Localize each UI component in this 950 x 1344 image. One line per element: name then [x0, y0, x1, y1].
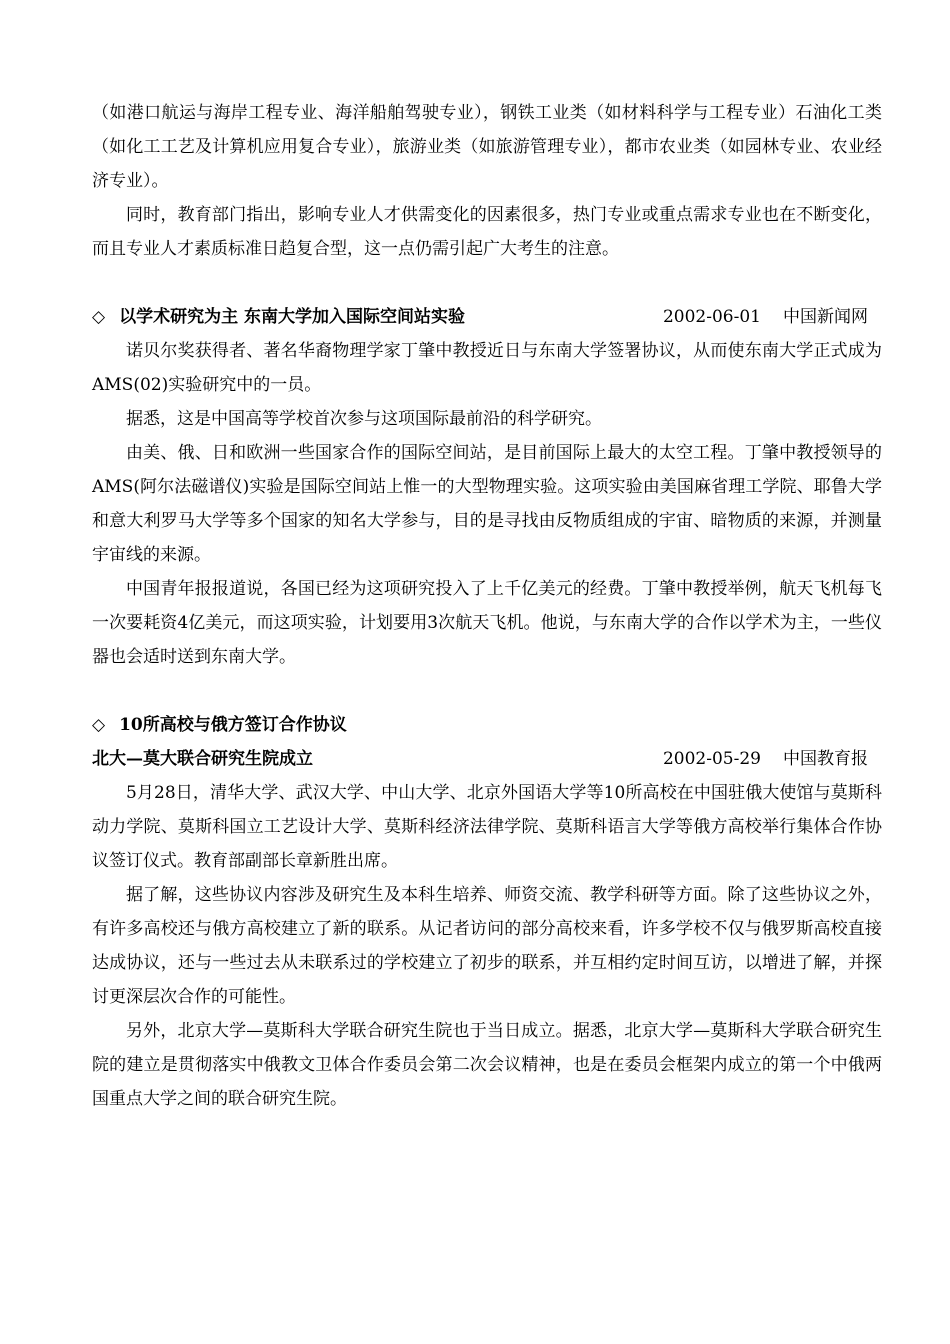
article1-title-wrap: [92, 300, 465, 334]
intro-paragraph-1: （如港口航运与海岸工程专业、海洋船舶驾驶专业），钢铁工业类（如材料科学与工程专业）石油化工类（如化工工艺及计算机应用复合专业），旅游业类（如旅游管理专业），都市农业类（如园林专业、农业经济专业）。: [92, 103, 882, 191]
section-spacer: [92, 674, 882, 708]
article1-paragraph-4: 中国青年报报道说，各国已经为这项研究投入了上千亿美元的经费。丁肇中教授举例，航天飞机每飞一次要耗资4亿美元，而这项实验，计划要用3次航天飞机。他说，与东南大学的合作以学术为主，一些仪器也会适时送到东南大学。: [92, 579, 882, 667]
article2-headline: [92, 708, 882, 742]
intro-paragraph-2: 同时，教育部门指出，影响专业人才供需变化的因素很多，热门专业或重点需求专业也在不断变化，而且专业人才素质标准日趋复合型，这一点仍需引起广大考生的注意。: [92, 205, 882, 259]
article1-source: 中国新闻网: [783, 307, 868, 327]
article2-paragraph-3: 另外，北京大学—莫斯科大学联合研究生院也于当日成立。据悉，北京大学—莫斯科大学联合研究生院的建立是贯彻落实中俄教文卫体合作委员会第二次会议精神，也是在委员会框架内成立的第一个中俄两国重点大学之间的联合研究生院。: [92, 1021, 882, 1109]
diamond-bullet-icon: ◇: [92, 715, 106, 735]
article2-date: 2002-05-29: [662, 749, 761, 769]
document-page: [92, 96, 882, 1116]
article2-paragraph-2: 据了解，这些协议内容涉及研究生及本科生培养、师资交流、教学科研等方面。除了这些协议之外，有许多高校还与俄方高校建立了新的联系。从记者访问的部分高校来看，许多学校不仅与俄罗斯高校直接达成协议，还与一些过去从未联系过的学校建立了初步的联系，并互相约定时间互访，以增进了解，并探讨更深层次合作的可能性。: [92, 885, 882, 1007]
section-spacer: [92, 266, 882, 300]
article1-paragraph-1: 诺贝尔奖获得者、著名华裔物理学家丁肇中教授近日与东南大学签署协议，从而使东南大学正式成为AMS(02)实验研究中的一员。: [92, 341, 882, 395]
article2-subheadline: [92, 742, 882, 776]
article1-paragraph-3: 由美、俄、日和欧洲一些国家合作的国际空间站，是目前国际上最大的太空工程。丁肇中教授领导的AMS(阿尔法磁谱仪)实验是国际空间站上惟一的大型物理实验。这项实验由美国麻省理工学院、耶鲁大学和意大利罗马大学等多个国家的知名大学参与，目的是寻找由反物质组成的宇宙、暗物质的来源，并测量宇宙线的来源。: [92, 443, 882, 565]
article2-title: 10所高校与俄方签订合作协议: [119, 715, 347, 735]
diamond-bullet-icon: ◇: [92, 307, 106, 327]
article1-headline: [92, 300, 882, 334]
article1-paragraph-2: 据悉，这是中国高等学校首次参与这项国际最前沿的科学研究。: [126, 409, 602, 429]
article2-title-wrap: [92, 708, 347, 742]
article1-meta: [663, 300, 882, 334]
article2-source: 中国教育报: [783, 749, 868, 769]
article2-paragraph-1: 5月28日，清华大学、武汉大学、中山大学、北京外国语大学等10所高校在中国驻俄大使馆与莫斯科动力学院、莫斯科国立工艺设计大学、莫斯科经济法律学院、莫斯科语言大学等俄方高校举行集体合作协议签订仪式。教育部副部长章新胜出席。: [92, 783, 882, 871]
article1-title: 以学术研究为主 东南大学加入国际空间站实验: [119, 307, 465, 327]
article2-subtitle: 北大—莫大联合研究生院成立: [92, 749, 313, 769]
article2-meta: [663, 742, 882, 776]
article1-date: 2002-06-01: [662, 307, 761, 327]
